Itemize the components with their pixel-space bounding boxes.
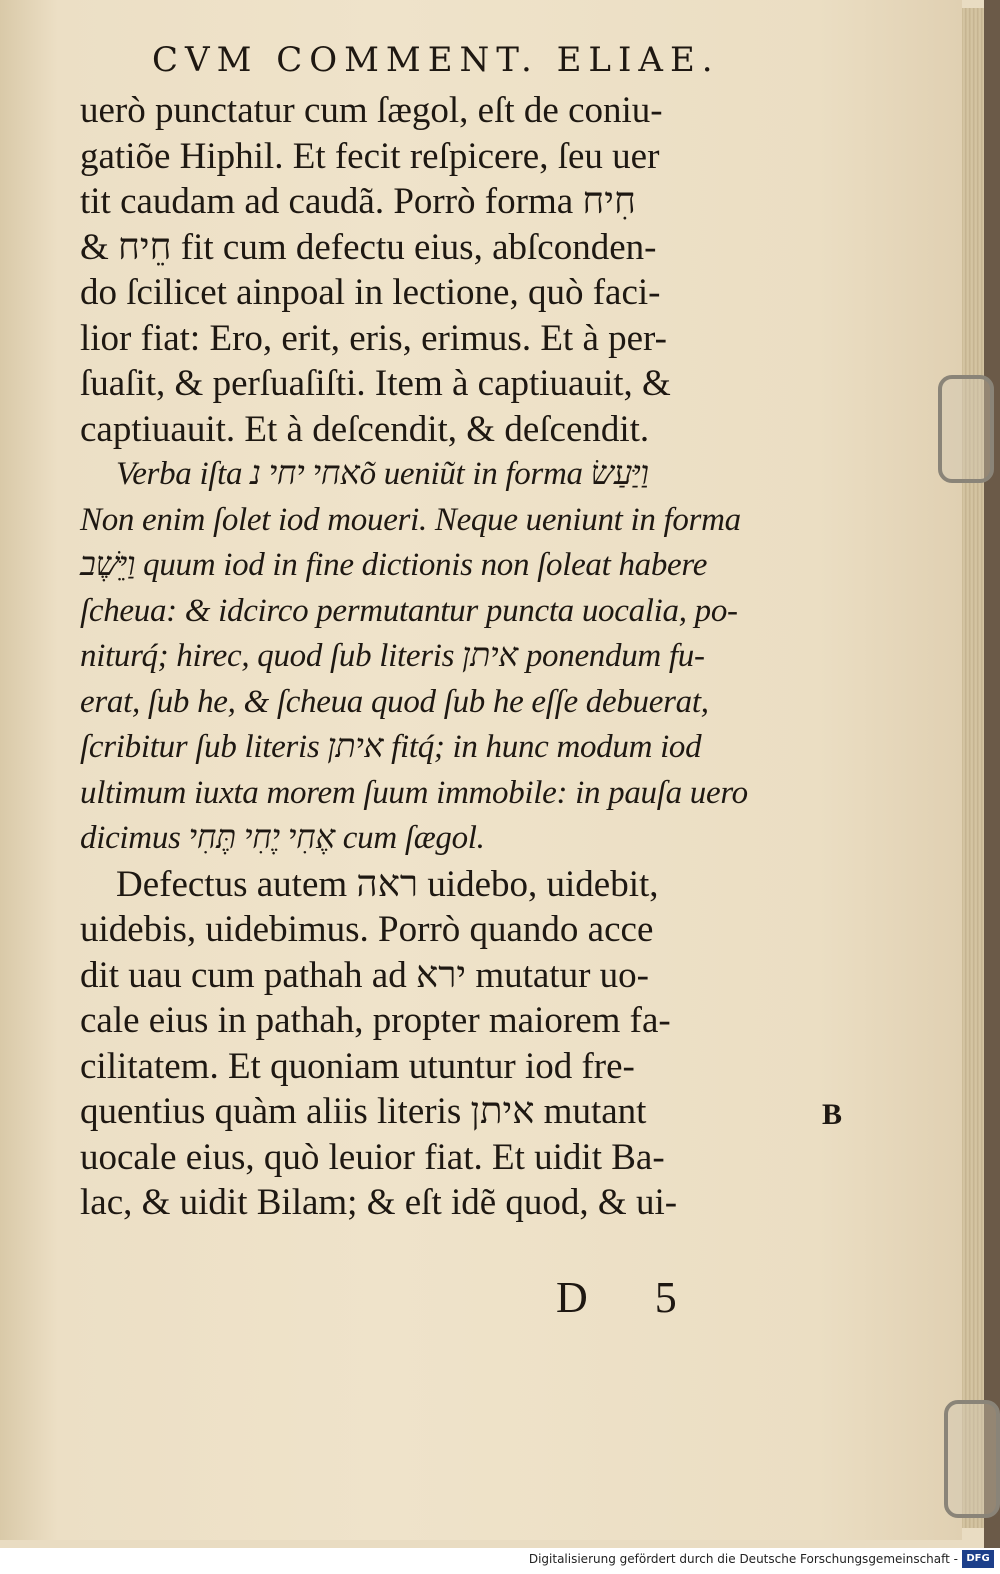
text-line: quentius quàm aliis literis איתן mutant [80,1091,647,1132]
text-line: ſcribitur ſub literis איתן fitq́; in hunc modum iod [80,729,702,765]
text-line: tit caudam ad caudã. Porrò forma חִיח [80,181,636,222]
dfg-logo: DFG [962,1550,994,1568]
text-line: ſcheua: & idcirco permutantur puncta uocalia, po- [80,592,738,629]
running-head: CVM COMMENT. ELIAE. [152,40,720,80]
margin-letter: B [822,1098,843,1131]
text-line: dicimus אֶחִי יֶחִי תֶּחִי cum ſægol. [80,820,485,856]
text-line: Verba iſta אחי יחי נõ ueniũt in forma וַיַּעַשׂ [116,456,649,492]
text-line: cale eius in pathah, propter maiorem fa- [80,1000,671,1041]
binding-shadow [984,0,1000,1574]
text-line: do ſcilicet ainpoal in lectione, quò faci- [80,272,661,313]
text-line: uerò punctatur cum ſægol, eſt de coniu- [80,90,663,131]
text-line: lac, & uidit Bilam; & eſt idẽ quod, & ui- [80,1182,678,1223]
signature-mark: D 5 [556,1273,705,1322]
text-line: וַיֵּשֶׁב quum iod in fine dictionis non ſoleat habere [80,547,708,583]
text-line: Defectus autem ראה uidebo, uidebit, [116,863,659,905]
text-line: uocale eius, quò leuior fiat. Et uidit Ba- [80,1136,665,1178]
page-clip-top [938,375,994,483]
text-line: dit uau cum pathah ad ירא mutatur uo- [80,954,649,996]
text-line: ſuaſit, & perſuaſiſti. Item à captiuauit, & [80,363,671,404]
text-line: Non enim ſolet iod moueri. Neque ueniunt in forma [80,501,741,538]
text-line: niturq́; hirec, quod ſub literis איתן ponendum fu- [80,638,705,674]
text-line: gatiõe Hiphil. Et fecit reſpicere, ſeu uer [80,135,660,177]
page-clip-bottom [944,1400,1000,1518]
body-text [80,88,800,1226]
bleed-through-text [800,260,809,298]
text-line: ultimum iuxta morem ſuum immobile: in pauſa uero [80,774,748,811]
funding-credit: Digitalisierung gefördert durch die Deutsche Forschungsgemeinschaft - [528,1552,958,1566]
text-line: uidebis, uidebimus. Porrò quando acce [80,909,654,950]
text-line: cilitatem. Et quoniam utuntur iod fre- [80,1045,635,1087]
text-line: & חֵיח fit cum defectu eius, abſconden- [80,226,657,268]
text-line: captiuauit. Et à deſcendit, & deſcendit. [80,408,650,450]
text-line: lior fiat: Ero, erit, eris, erimus. Et à per- [80,317,667,359]
text-line: erat, ſub he, & ſcheua quod ſub he eſſe debuerat, [80,683,709,720]
page-edge [962,8,984,1528]
